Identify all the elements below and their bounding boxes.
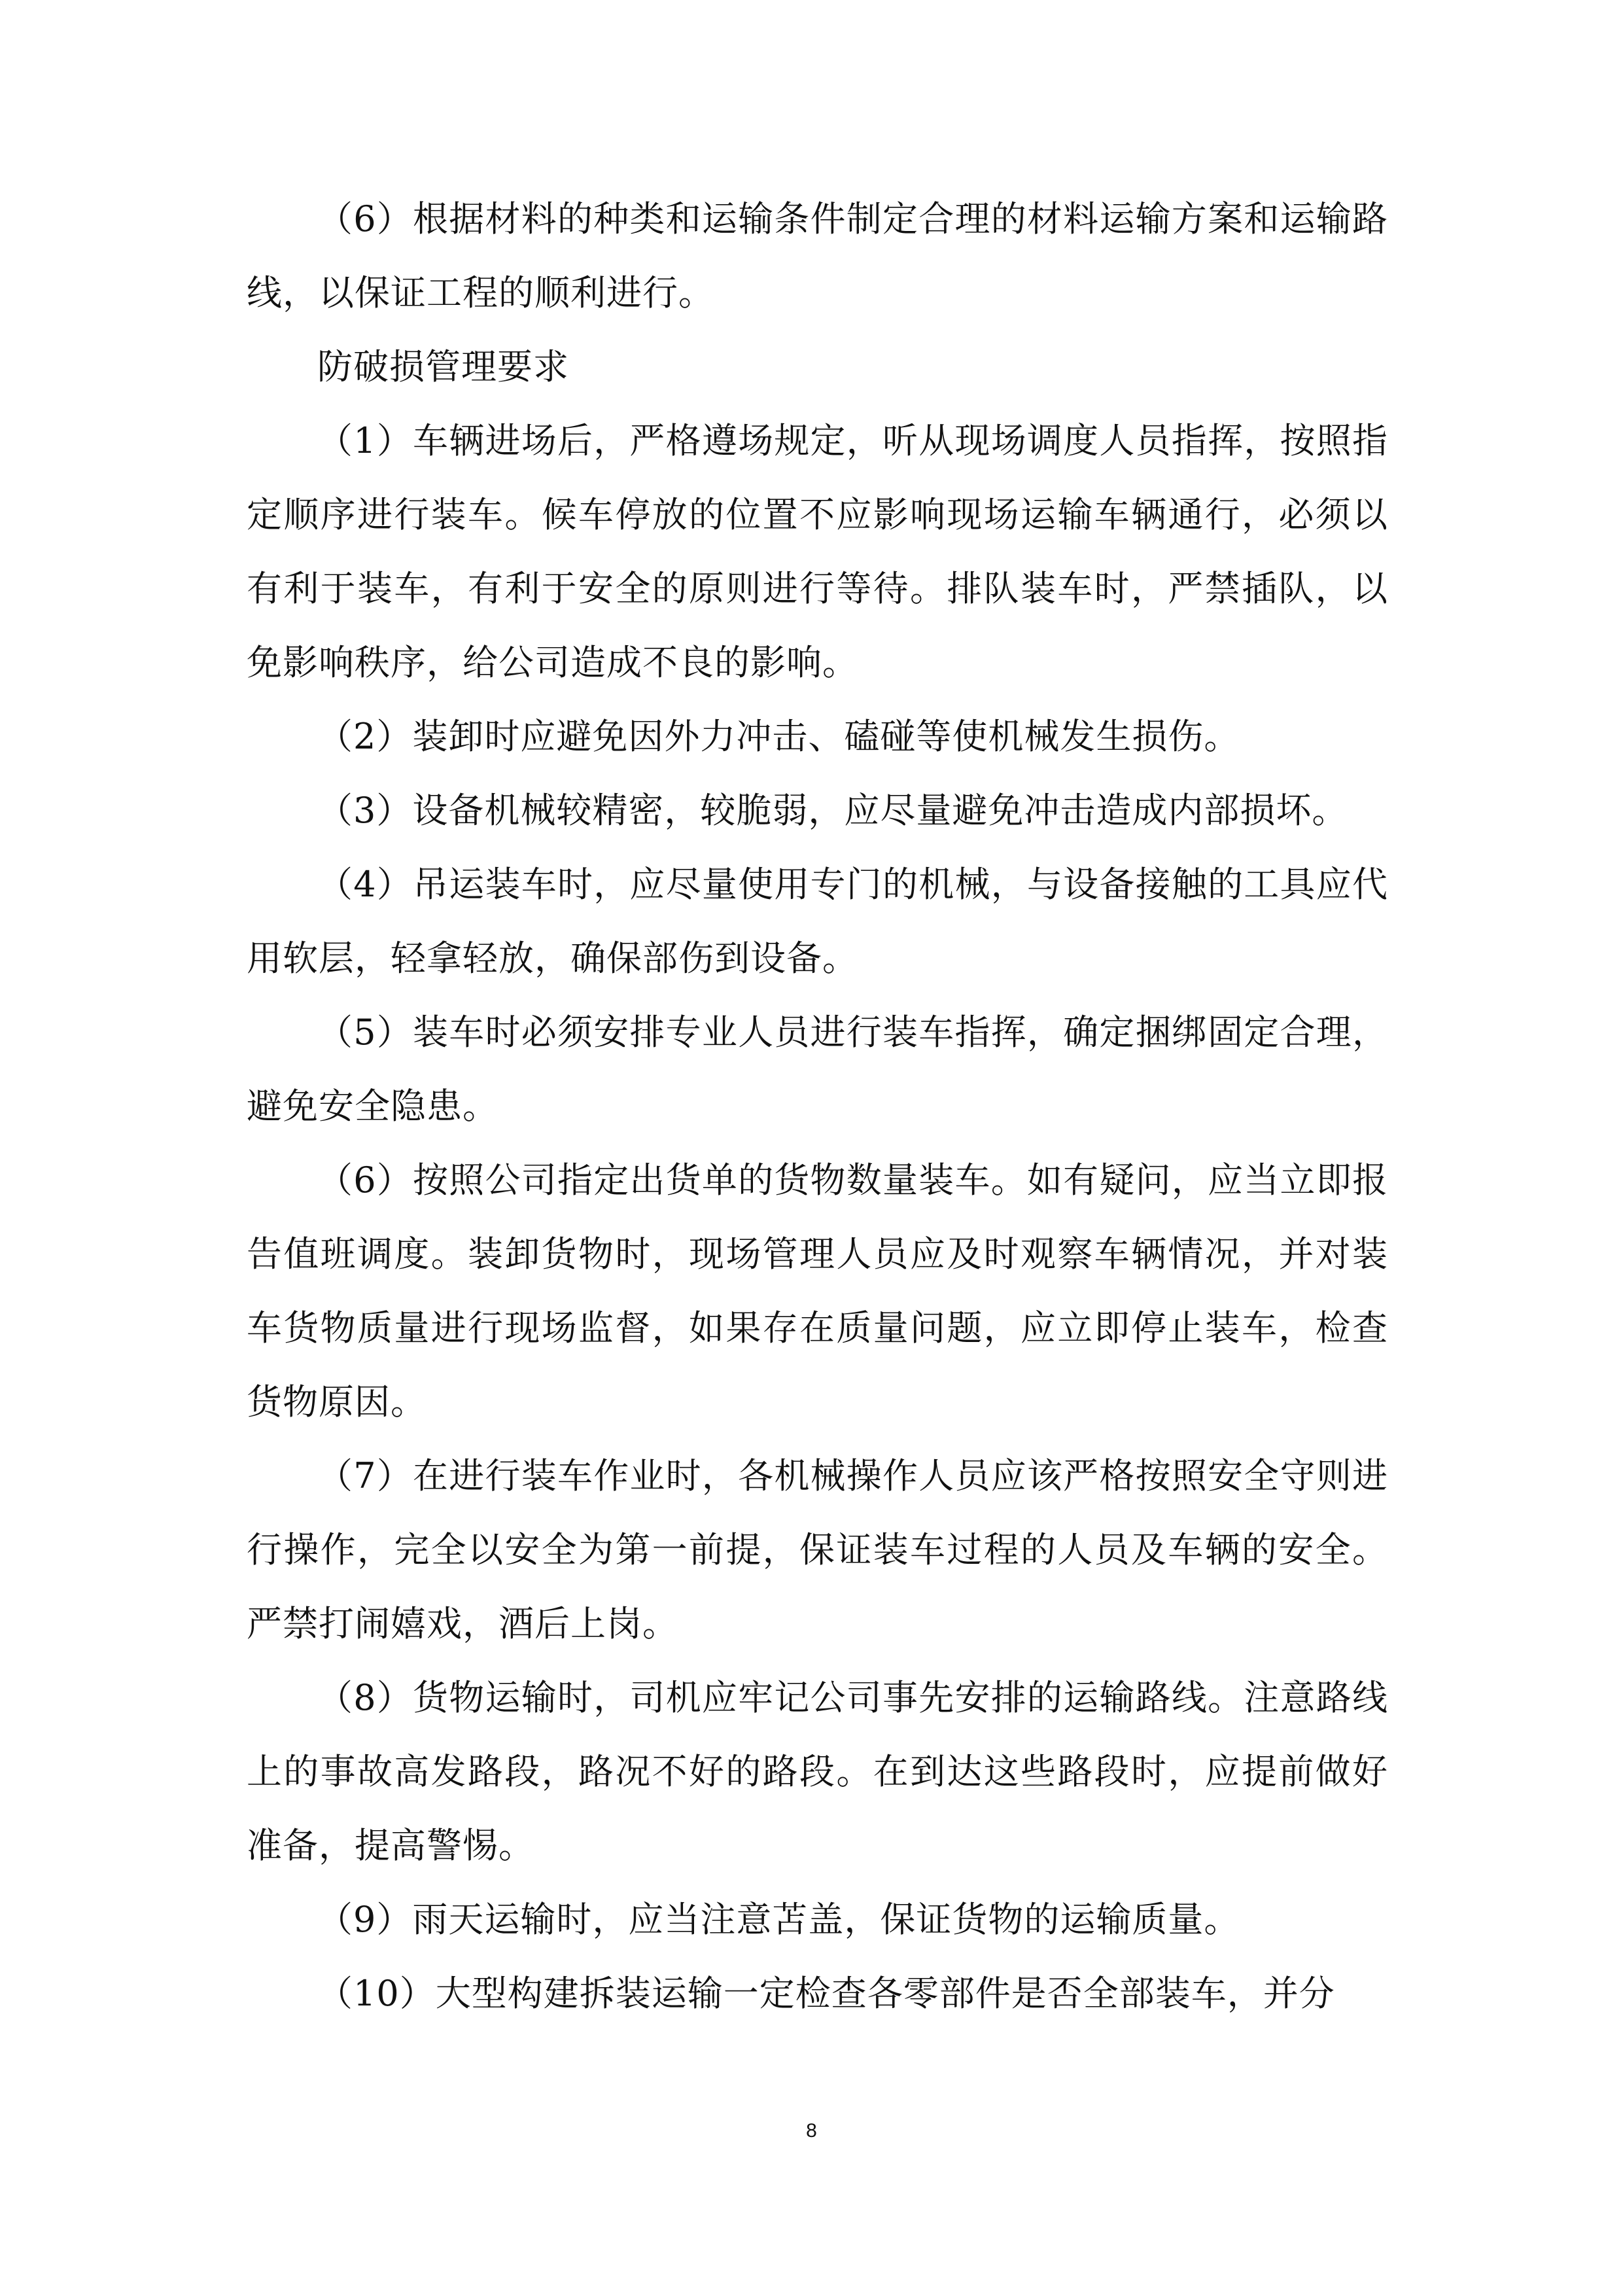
page-number: 8 [806, 2120, 817, 2142]
section-heading-damage-prevention: 防破损管理要求 [317, 346, 569, 387]
paragraph-item-4-hoisting: （4）吊运装车时，应尽量使用专门的机械，与设备接触的工具应代用软层，轻拿轻放，确保部伤到设备。 [247, 864, 1388, 979]
paragraph-item-2-handling-impact: （2）装卸时应避免因外力冲击、磕碰等使机械发生损伤。 [317, 716, 1240, 757]
paragraph-item-6-shipping-order: （6）按照公司指定出货单的货物数量装车。如有疑问，应当立即报告值班调度。装卸货物时，现场管理人员应及时观察车辆情况，并对装车货物质量进行现场监督，如果存在质量问题，应立即停止装车，检查货物原因。 [247, 1159, 1388, 1422]
paragraph-item-10-large-structures: （10）大型构建拆装运输一定检查各零部件是否全部装车，并分 [317, 1973, 1335, 2014]
paragraph-item-8-transport-route: （8）货物运输时，司机应牢记公司事先安排的运输路线。注意路线上的事故高发路段，路况不好的路段。在到达这些路段时，应提前做好准备，提高警惕。 [247, 1677, 1388, 1866]
paragraph-material-transport-plan: （6）根据材料的种类和运输条件制定合理的材料运输方案和运输路线，以保证工程的顺利进行。 [247, 198, 1388, 313]
document-body [247, 182, 1388, 2030]
paragraph-item-1-vehicle-entry: （1）车辆进场后，严格遵场规定，听从现场调度人员指挥，按照指定顺序进行装车。候车停放的位置不应影响现场运输车辆通行，必须以有利于装车，有利于安全的原则进行等待。排队装车时，严禁插队，以免影响秩序，给公司造成不良的影响。 [247, 420, 1388, 683]
paragraph-item-9-rain-transport: （9）雨天运输时，应当注意苫盖，保证货物的运输质量。 [317, 1899, 1240, 1940]
paragraph-item-5-loading-command: （5）装车时必须安排专业人员进行装车指挥，确定捆绑固定合理，避免安全隐患。 [247, 1012, 1388, 1127]
paragraph-item-7-operator-safety: （7）在进行装车作业时，各机械操作人员应该严格按照安全守则进行操作，完全以安全为第一前提，保证装车过程的人员及车辆的安全。严禁打闹嬉戏，酒后上岗。 [247, 1455, 1388, 1644]
paragraph-item-3-precision-equipment: （3）设备机械较精密，较脆弱，应尽量避免冲击造成内部损坏。 [317, 790, 1348, 831]
